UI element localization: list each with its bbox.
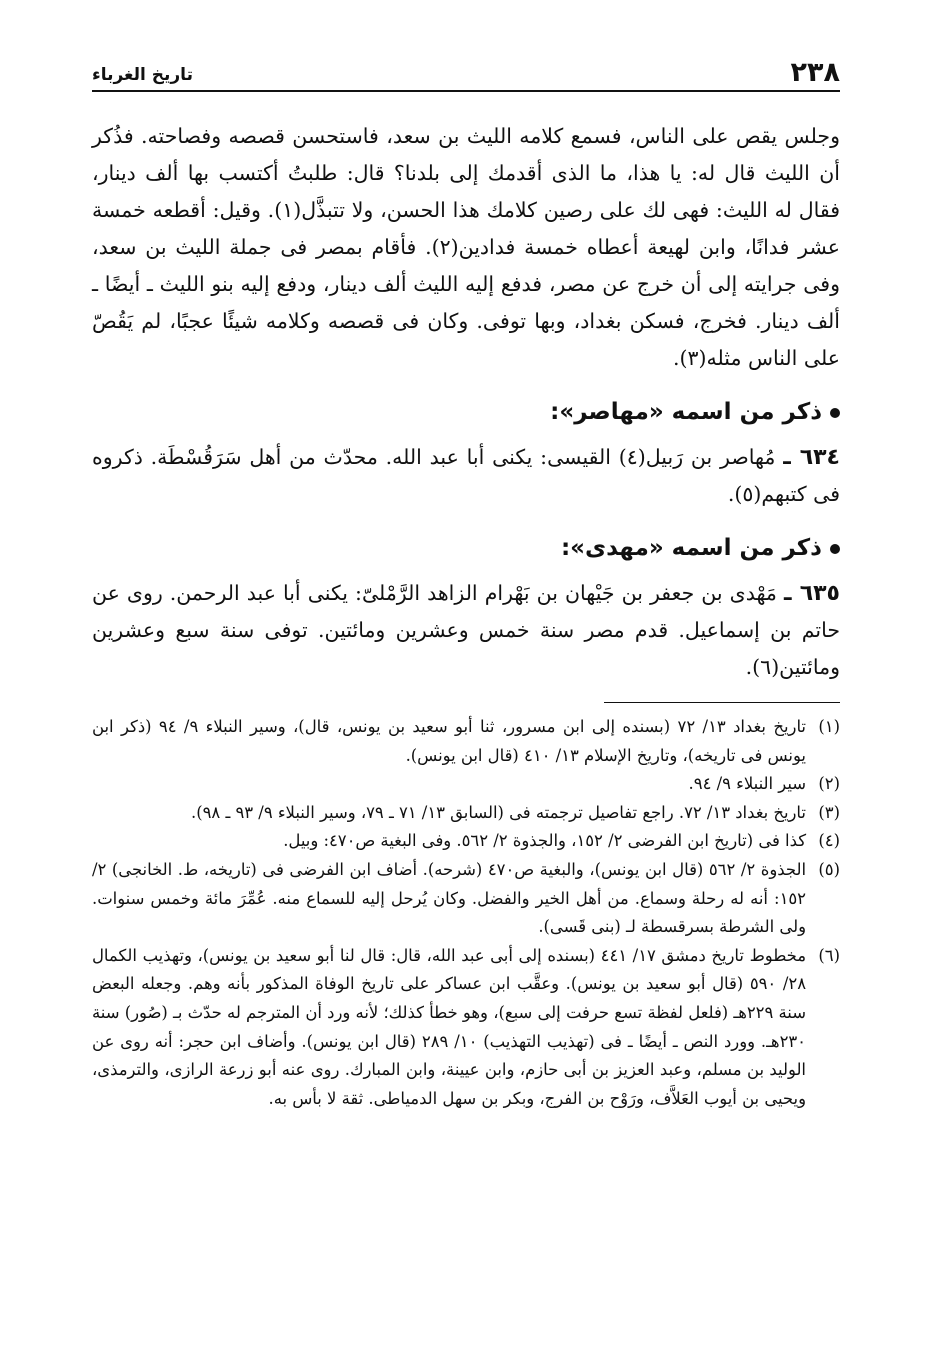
footnote-1	[92, 713, 840, 770]
entry-634	[92, 439, 840, 513]
entry-635	[92, 575, 840, 686]
footnote-4	[92, 827, 840, 856]
footnote-2	[92, 770, 840, 799]
footnote-mark: (٤)	[818, 831, 840, 851]
footnote-text: سير النبلاء ٩/ ٩٤.	[688, 774, 806, 794]
section-heading-muhasir	[92, 397, 840, 427]
footnote-text: تاريخ بغداد ١٣/ ٧٢. راجع تفاصيل ترجمته فى (السابق ١٣/ ٧١ ـ ٧٩، وسير النبلاء ٩/ ٩٣ ـ ٩٨).	[191, 802, 806, 822]
running-header	[92, 48, 840, 92]
section-heading-text: ذكر من اسمه «مهدى»:	[560, 535, 822, 561]
footnote-3	[92, 799, 840, 828]
footnote-mark: (٣)	[818, 802, 840, 822]
footnote-text: تاريخ بغداد ١٣/ ٧٢ (بسنده إلى ابن مسرور، ثنا أبو سعيد بن يونس، قال)، وسير النبلاء ٩/ ٩٤ (ذكر ابن يونس فى تاريخه)، وتاريخ الإسلام ١٣/ ٤١٠ (قال ابن يونس).	[92, 717, 806, 765]
footnote-divider	[604, 702, 840, 703]
footnote-mark: (٢)	[818, 774, 840, 794]
paragraph-biography-continued: وجلس يقص على الناس، فسمع كلامه الليث بن سعد، فاستحسن قصصه وفصاحته. فذُكر أن الليث قال له: يا هذا، ما الذى أقدمك إلى بلدنا؟ قال: طلبتُ أكتسب بها ألف دينار، فقال له الليث: فهى لك على رصين كلامك هذا الحسن، ولا تتبذَّل(١). وقيل: أقطعه خمسة عشر فدانًا، وابن لهيعة أعطاه خمسة فدادين(٢). فأقام بمصر فى جملة الليث بن سعد، وفى جرايته إلى أن خرج عن مصر، فدفع إليه الليث ألف دينار، ودفع إليه بنو الليث ـ أيضًا ـ ألف دينار. فخرج، فسكن بغداد، وبها توفى. وكان فى قصصه وكلامه شيئًا عجبًا، لم يَقُصّ على الناس مثله(٣).	[92, 124, 841, 370]
entry-text: مَهْدى بن جعفر بن جَيْهان بن بَهْرام الزاهد الرَّمْلىّ: يكنى أبا عبد الرحمن. روى عن حاتم بن إسماعيل. قدم مصر سنة خمس وعشرين ومائتين. توفى سنة سبع وعشرين ومائتين(٦).	[92, 581, 840, 679]
main-text	[92, 118, 840, 686]
footnote-text: مخطوط تاريخ دمشق ١٧/ ٤٤١ (بسنده إلى أبى عبد الله، قال: قال لنا أبو سعيد بن يونس)، وتهذيب الكمال ٢٨/ ٥٩٠ (قال أبو سعيد بن يونس). وعقَّب ابن عساكر على تاريخ الوفاة المذكور بأنه وهم. وجعله البعض سنة ٢٢٩هـ (فلعل لفظة تسع حرفت إلى سبع)، وهو خطأ كذلك؛ لأنه ورد أن المترجم له حدّث بـ (صُور) سنة ٢٣٠هـ. وورد النص ـ أيضًا ـ فى (تهذيب التهذيب) ١٠/ ٢٨٩ (قال ابن يونس). وأضاف ابن حجر: أنه روى عن الوليد بن مسلم، وعبد العزيز بن أبى حازم، وابن عيينة، وابن المبارك. روى عنه أبو زرعة الرازى، والترمذى، ويحيى بن أيوب العَلاَّف، ورَوْح بن الفرج، وبكر بن سهل الدمياطى. ثقة لا بأس به.	[92, 945, 807, 1108]
footnote-6	[92, 942, 840, 1114]
page-number: ٢٣٨	[790, 57, 840, 88]
footnote-mark: (٥)	[818, 859, 840, 879]
book-title: تاريخ الغرباء	[92, 65, 193, 85]
book-page	[92, 48, 840, 1113]
bullet-icon	[830, 408, 840, 418]
bullet-icon	[830, 544, 840, 554]
entry-number: ٦٣٥ ـ	[783, 581, 840, 606]
footnote-text: الجذوة ٢/ ٥٦٢ (قال ابن يونس)، والبغية ص٤٧٠ (شرحه). أضاف ابن الفرضى فى (تاريخه، ط. الخانجى) ٢/ ١٥٢: أنه له رحلة وسماع. من أهل الخير والفضل. وكان يُرحل إليه للسماع منه. عُمِّرَ مائة وخمس سنوات. ولى الشرطة بسرقسطة لـ (بنى قَسى).	[92, 859, 806, 937]
section-heading-text: ذكر من اسمه «مهاصر»:	[550, 399, 822, 425]
footnotes	[92, 713, 840, 1113]
footnote-mark: (٦)	[818, 945, 840, 965]
footnote-text: كذا فى (تاريخ ابن الفرضى ٢/ ١٥٢، والجذوة ٢/ ٥٦٢. وفى البغية ص٤٧٠: وبيل.	[283, 831, 806, 851]
entry-text: مُهاصر بن رَبيل(٤) القيسى: يكنى أبا عبد الله. محدّث من أهل سَرَقُسْطَة. ذكروه فى كتبهم(٥).	[92, 445, 840, 506]
section-heading-mahdi	[92, 533, 840, 563]
footnote-5	[92, 856, 840, 942]
footnote-mark: (١)	[818, 717, 840, 736]
entry-number: ٦٣٤ ـ	[783, 445, 840, 470]
